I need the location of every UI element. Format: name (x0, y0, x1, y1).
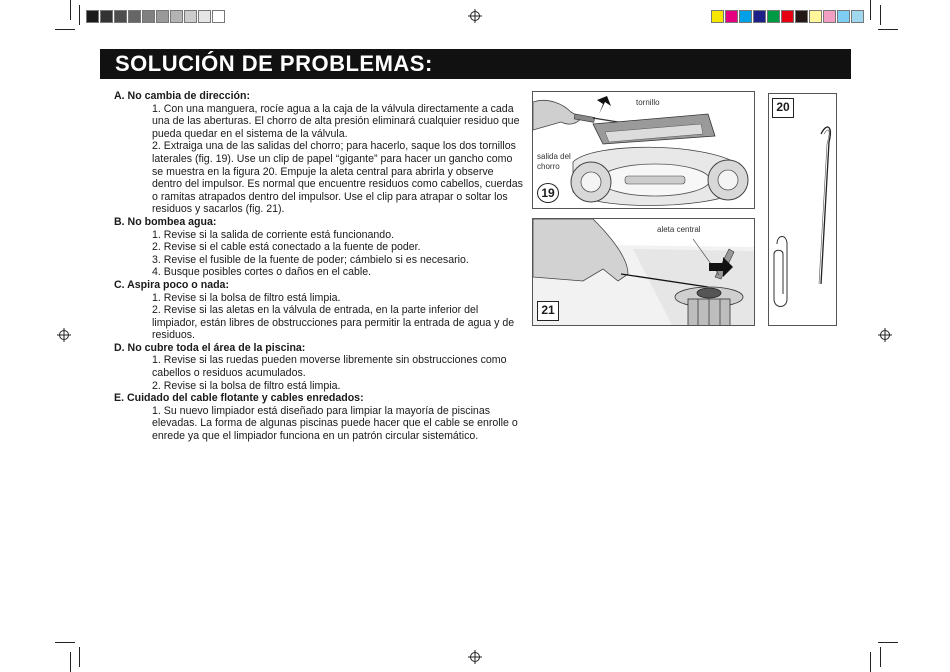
section-item: 4. Busque posibles cortes o daños en el cable. (152, 266, 372, 279)
section-item: 2. Revise si la bolsa de filtro está limpia. (152, 379, 341, 392)
crop-mark (878, 29, 898, 30)
section-item: 1. Con una manguera, rocíe agua a la caja de la válvula directamente a cada una de las aberturas. El chorro de alta presión eliminará cualquier residuo que pueda quedar en el sistema de la válvula. (152, 102, 520, 140)
section-title: D. No cubre toda el área de la piscina: (114, 341, 306, 354)
section-item: 1. Su nuevo limpiador está diseñado para limpiar la mayoría de piscinas elevadas. La forma de algunas piscinas puede hacer que el cable se enrolle o enrede ya que el limpiador funciona en un patrón circular sistemático. (152, 404, 518, 443)
figure-21 (532, 218, 755, 326)
figure-number: 19 (537, 183, 559, 203)
color-swatch (823, 10, 836, 23)
section-item: 2. Revise si las aletas en la válvula de entrada, en la parte inferior del limpiador, están libres de obstrucciones para permitir la entrada de agua y de residuos. (152, 304, 515, 342)
color-swatch (739, 10, 752, 23)
grayscale-swatch (212, 10, 225, 23)
label-center-flap: aleta central (657, 225, 701, 234)
troubleshooting-list (114, 90, 524, 443)
label-screw: tornillo (636, 98, 660, 107)
color-swatch (767, 10, 780, 23)
color-swatch (725, 10, 738, 23)
color-swatch (781, 10, 794, 23)
registration-mark-icon (57, 328, 71, 342)
crop-mark (880, 5, 881, 25)
color-swatch (753, 10, 766, 23)
color-swatch (809, 10, 822, 23)
section-title: A. No cambia de dirección: (114, 90, 250, 102)
grayscale-swatch (198, 10, 211, 23)
cleaner-jet-illustration (533, 92, 755, 209)
color-swatch (795, 10, 808, 23)
grayscale-swatch (114, 10, 127, 23)
registration-mark-icon (878, 328, 892, 342)
figure-19 (532, 91, 755, 209)
section-title: C. Aspira poco o nada: (114, 278, 229, 291)
paperclip-hook-illustration (769, 94, 837, 326)
grayscale-swatch (100, 10, 113, 23)
section-title: B. No bombea agua: (114, 215, 217, 228)
section-item: 2. Extraiga una de las salidas del chorro; para hacerlo, saque los dos tornillos laterales (fig. 19). Use un clip de papel “gigante” para hacer un gancho como se muestra en la figura 20. Empuje la aleta central para abrirla y observe dentro del impulsor. Es normal que encuentre residuos como cabellos, cuerdas o ramitas atrapados dentro del impulsor. Use el clip para atrapar o soltar los residuos y sacarlos (fig. 21). (152, 140, 523, 216)
color-swatch (711, 10, 724, 23)
crop-mark (70, 652, 71, 672)
crop-mark (70, 0, 71, 20)
impeller-flap-illustration (533, 219, 755, 326)
crop-mark (79, 647, 80, 667)
registration-mark-icon (468, 650, 482, 664)
crop-mark (870, 652, 871, 672)
grayscale-swatch (128, 10, 141, 23)
section-item: 1. Revise si la salida de corriente está funcionando. (152, 228, 395, 241)
color-swatch (851, 10, 864, 23)
figure-number: 21 (537, 301, 559, 321)
color-swatch (837, 10, 850, 23)
crop-mark (880, 647, 881, 667)
grayscale-swatch (86, 10, 99, 23)
page-title: SOLUCIÓN DE PROBLEMAS: (115, 51, 433, 76)
crop-mark (55, 29, 75, 30)
crop-mark (55, 642, 75, 643)
figure-number: 20 (772, 98, 794, 118)
section-item: 2. Revise si el cable está conectado a la fuente de poder. (152, 241, 421, 254)
section-item: 3. Revise el fusible de la fuente de poder; cámbielo si es necesario. (152, 253, 469, 266)
registration-mark-icon (468, 9, 482, 23)
section-item: 1. Revise si la bolsa de filtro está limpia. (152, 291, 341, 304)
grayscale-swatch (142, 10, 155, 23)
grayscale-swatch (184, 10, 197, 23)
crop-mark (79, 5, 80, 25)
figure-20 (768, 93, 837, 326)
label-jet-outlet: salida del chorro (537, 152, 571, 171)
grayscale-swatch (170, 10, 183, 23)
crop-mark (878, 642, 898, 643)
section-title: E. Cuidado del cable flotante y cables enredados: (114, 392, 364, 405)
crop-mark (870, 0, 871, 20)
title-banner (100, 49, 851, 79)
grayscale-swatch (156, 10, 169, 23)
section-item: 1. Revise si las ruedas pueden moverse libremente sin obstrucciones como cabellos o residuos acumulados. (152, 354, 507, 380)
